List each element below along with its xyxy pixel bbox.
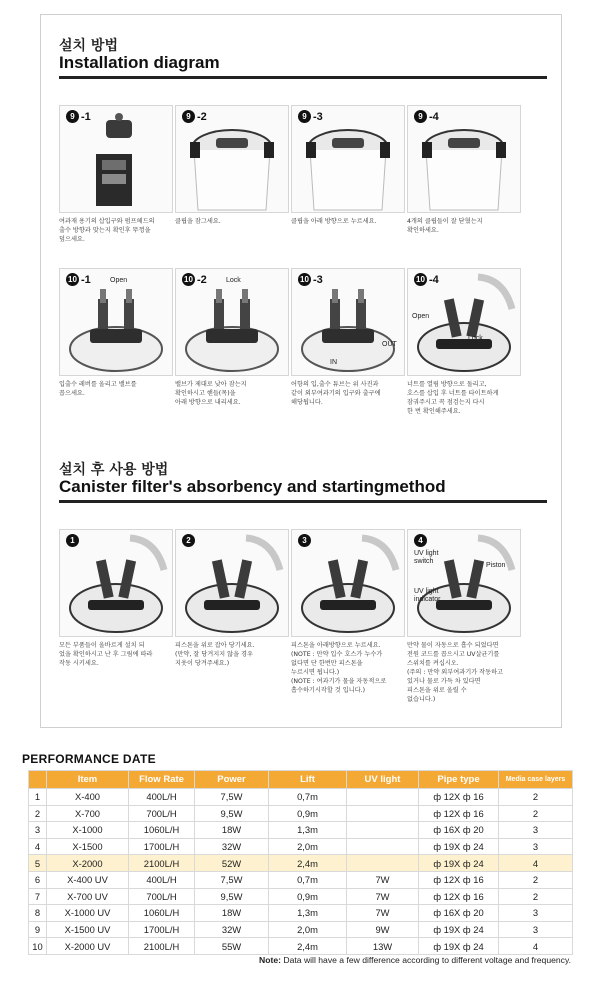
table-cell: 2,0m: [269, 921, 347, 938]
step-number: [414, 273, 439, 286]
title-rule: [59, 76, 547, 79]
table-cell: 0,9m: [269, 805, 347, 822]
step-circle-icon: 1: [66, 534, 79, 547]
table-cell: 1: [29, 789, 47, 806]
step-circle-icon: 9: [182, 110, 195, 123]
step-number: [182, 273, 207, 286]
table-cell: 18W: [195, 822, 269, 839]
step10-caption-2: 밸브가 제대로 낮아 잠는지 확인하시고 핸들(목)을 아래 방향으로 내리세요.: [175, 381, 247, 406]
table-cell: ф 12X ф 16: [419, 805, 499, 822]
usage-caption-4: 만약 물이 자동으로 흡수 되었다면 전원 코드를 꼽으시고 UV살균기를 스위치를 켜십시오. (주의 : 만약 외부여과기가 작동하고 있거나 물로 가득 차 있다면 피스톤을 위로 올릴 수 없습니다.): [407, 642, 504, 703]
step-substep: -1: [81, 273, 91, 286]
table-cell: ф 16X ф 20: [419, 822, 499, 839]
step-circle-icon: 10: [298, 273, 311, 286]
usage-panel-2: [175, 529, 289, 637]
performance-note: [259, 955, 571, 965]
instruction-sheet: [40, 14, 562, 728]
label-in: IN: [330, 359, 337, 366]
table-cell: 1700L/H: [129, 921, 195, 938]
step9-panel-4: [407, 105, 521, 213]
table-cell: ф 12X ф 16: [419, 789, 499, 806]
step-circle-icon: 2: [182, 534, 195, 547]
table-cell: 1060L/H: [129, 822, 195, 839]
performance-table: [28, 770, 573, 955]
table-cell: 3: [29, 822, 47, 839]
table-cell: 2: [29, 805, 47, 822]
table-cell: X-2000 UV: [47, 938, 129, 955]
step-substep: -2: [197, 110, 207, 123]
table-cell: 52W: [195, 855, 269, 872]
table-cell: 4: [29, 838, 47, 855]
table-cell: 2,4m: [269, 855, 347, 872]
label-open: Open: [412, 313, 430, 320]
step-substep: -4: [429, 273, 439, 286]
table-cell: 1,3m: [269, 822, 347, 839]
step-number: [66, 273, 91, 286]
table-cell: 55W: [195, 938, 269, 955]
column-header: Pipe type: [419, 771, 499, 789]
table-cell: X-1000 UV: [47, 905, 129, 922]
step-circle-icon: 9: [66, 110, 79, 123]
usage-korean-title: 설치 후 사용 방법: [59, 462, 169, 478]
table-row: [29, 789, 573, 806]
step-circle-icon: 9: [298, 110, 311, 123]
table-cell: [347, 805, 419, 822]
table-cell: 7W: [347, 905, 419, 922]
step-number: [66, 110, 91, 123]
table-cell: 7,5W: [195, 789, 269, 806]
step-circle-icon: 4: [414, 534, 427, 547]
installation-korean-title: 설치 방법: [59, 38, 118, 54]
step-substep: -3: [313, 273, 323, 286]
label-out: OUT: [382, 341, 397, 348]
column-header: Flow Rate: [129, 771, 195, 789]
table-cell: 2100L/H: [129, 855, 195, 872]
step9-caption-2: 클립을 잠그세요.: [175, 218, 221, 225]
step10-panel-2: [175, 268, 289, 376]
label-uv-switch: UV light: [414, 550, 439, 557]
table-cell: 2: [499, 871, 573, 888]
performance-title: PERFORMANCE DATE: [22, 752, 156, 766]
table-cell: 700L/H: [129, 888, 195, 905]
table-cell: 2,4m: [269, 938, 347, 955]
step-substep: -1: [81, 110, 91, 123]
table-cell: X-700: [47, 805, 129, 822]
table-cell: 0,7m: [269, 871, 347, 888]
table-cell: 4: [499, 938, 573, 955]
column-header: Media case layers: [499, 771, 573, 789]
table-cell: X-1500: [47, 838, 129, 855]
table-row: [29, 805, 573, 822]
step9-panel-2: [175, 105, 289, 213]
step10-panel-4: [407, 268, 521, 376]
table-cell: X-700 UV: [47, 888, 129, 905]
table-cell: X-1500 UV: [47, 921, 129, 938]
table-cell: 400L/H: [129, 789, 195, 806]
table-cell: 0,9m: [269, 888, 347, 905]
step-substep: -3: [313, 110, 323, 123]
step-number: [298, 273, 323, 286]
column-header: Lift: [269, 771, 347, 789]
step-number: [182, 110, 207, 123]
step-number: [414, 110, 439, 123]
table-cell: 10: [29, 938, 47, 955]
step-circle-icon: 10: [66, 273, 79, 286]
table-cell: ф 12X ф 16: [419, 871, 499, 888]
table-cell: 9,5W: [195, 805, 269, 822]
table-cell: 2,0m: [269, 838, 347, 855]
note-text: Data will have a few difference according to different voltage and frequency.: [283, 955, 571, 965]
table-cell: [347, 838, 419, 855]
table-cell: [347, 789, 419, 806]
step-number: [414, 534, 427, 547]
table-cell: X-400 UV: [47, 871, 129, 888]
table-row: [29, 888, 573, 905]
step-number: [182, 534, 195, 547]
table-cell: ф 19X ф 24: [419, 855, 499, 872]
table-cell: 0,7m: [269, 789, 347, 806]
table-cell: 5: [29, 855, 47, 872]
table-cell: 9W: [347, 921, 419, 938]
column-header: Power: [195, 771, 269, 789]
table-cell: 1,3m: [269, 905, 347, 922]
table-cell: ф 12X ф 16: [419, 888, 499, 905]
table-row: [29, 871, 573, 888]
step-number: [66, 534, 79, 547]
table-cell: 3: [499, 905, 573, 922]
table-cell: 400L/H: [129, 871, 195, 888]
table-cell: 7: [29, 888, 47, 905]
table-cell: 7,5W: [195, 871, 269, 888]
label-uv-switch-2: switch: [414, 558, 434, 565]
column-header: UV light: [347, 771, 419, 789]
table-cell: ф 19X ф 24: [419, 938, 499, 955]
table-cell: 700L/H: [129, 805, 195, 822]
usage-title-rule: [59, 500, 547, 503]
table-row: [29, 838, 573, 855]
label-piston: Piston: [486, 562, 506, 569]
table-cell: X-2000: [47, 855, 129, 872]
usage-caption-1: 모든 부품들이 올바르게 설치 되 었을 확인하시고 난 후 그림에 따라 작동 시키세요.: [59, 642, 153, 667]
step10-panel-1: [59, 268, 173, 376]
table-row: [29, 822, 573, 839]
table-row: [29, 921, 573, 938]
table-cell: 13W: [347, 938, 419, 955]
usage-panel-3: [291, 529, 405, 637]
step10-caption-3: 어항의 입,출수 튜브는 위 사진과 같이 외부여과기의 입구와 출구에 해당됩니다.: [291, 381, 381, 406]
table-row: [29, 938, 573, 955]
step9-panel-1: [59, 105, 173, 213]
usage-caption-3: 피스톤을 아래방향으로 누르세요. (NOTE : 만약 입수 호스가 누수가 없다면 단 한번만 피스톤을 누르시면 됩니다.) (NOTE : 여과기가 물을 자동적으로 흡수하기시작할 것 입니다.): [291, 642, 387, 694]
table-cell: 32W: [195, 838, 269, 855]
label-lock: Lock: [468, 335, 483, 342]
table-cell: 3: [499, 838, 573, 855]
table-cell: [347, 822, 419, 839]
table-cell: 4: [499, 855, 573, 872]
table-cell: 8: [29, 905, 47, 922]
table-cell: 7W: [347, 888, 419, 905]
table-cell: 2: [499, 888, 573, 905]
table-cell: X-1000: [47, 822, 129, 839]
step-circle-icon: 3: [298, 534, 311, 547]
table-row: [29, 905, 573, 922]
table-cell: 18W: [195, 905, 269, 922]
step-substep: -4: [429, 110, 439, 123]
step9-caption-3: 클립을 아래 방향으로 누르세요.: [291, 218, 377, 225]
step10-caption-4: 너트를 열림 방향으로 돌리고, 호스를 삽입 후 너트를 타이트하게 잠궈주시고 꼭 점검는지 다시 한 번 확인해주세요.: [407, 381, 499, 415]
table-cell: 9,5W: [195, 888, 269, 905]
step10-panel-3: [291, 268, 405, 376]
step-circle-icon: 10: [414, 273, 427, 286]
table-cell: 1060L/H: [129, 905, 195, 922]
table-cell: ф 19X ф 24: [419, 921, 499, 938]
installation-title: Installation diagram: [59, 53, 220, 72]
step9-caption-4: 4개의 클립들이 잘 닫혔는지 확인하세요.: [407, 218, 483, 234]
column-header: Item: [47, 771, 129, 789]
step-substep: -2: [197, 273, 207, 286]
table-cell: 2: [499, 789, 573, 806]
step-circle-icon: 10: [182, 273, 195, 286]
table-cell: 9: [29, 921, 47, 938]
table-cell: 3: [499, 822, 573, 839]
usage-panel-4: [407, 529, 521, 637]
note-label: Note:: [259, 955, 282, 965]
usage-caption-2: 피스톤을 위로 잡아 당기세요. (만약, 잘 당겨지지 않을 경우 지웃이 당겨주세요.): [175, 642, 255, 667]
table-cell: 7W: [347, 871, 419, 888]
table-row: [29, 855, 573, 872]
table-cell: [347, 855, 419, 872]
step-circle-icon: 9: [414, 110, 427, 123]
table-cell: 6: [29, 871, 47, 888]
panel-label: Lock: [226, 277, 241, 284]
table-cell: 2: [499, 805, 573, 822]
table-cell: 3: [499, 921, 573, 938]
usage-panel-1: [59, 529, 173, 637]
panel-label: Open: [110, 277, 128, 284]
step-number: [298, 534, 311, 547]
table-cell: X-400: [47, 789, 129, 806]
table-cell: ф 16X ф 20: [419, 905, 499, 922]
column-header: [29, 771, 47, 789]
step10-caption-1: 입출수 레버를 올리고 밸브를 꼽으세요.: [59, 381, 137, 397]
label-uv-indicator: UV light: [414, 588, 439, 595]
step-number: [298, 110, 323, 123]
table-cell: 1700L/H: [129, 838, 195, 855]
usage-title: Canister filter's absorbency and startingmethod: [59, 477, 446, 496]
table-cell: 32W: [195, 921, 269, 938]
table-cell: 2100L/H: [129, 938, 195, 955]
step9-panel-3: [291, 105, 405, 213]
table-cell: ф 19X ф 24: [419, 838, 499, 855]
label-uv-indicator-2: indicator: [414, 596, 441, 603]
step9-caption-1: 여과재 용기의 삽입구와 펌프헤드의 출수 방향과 맞는지 확인후 뚜껑을 덮으세요.: [59, 218, 155, 243]
table-header-row: [29, 771, 573, 789]
